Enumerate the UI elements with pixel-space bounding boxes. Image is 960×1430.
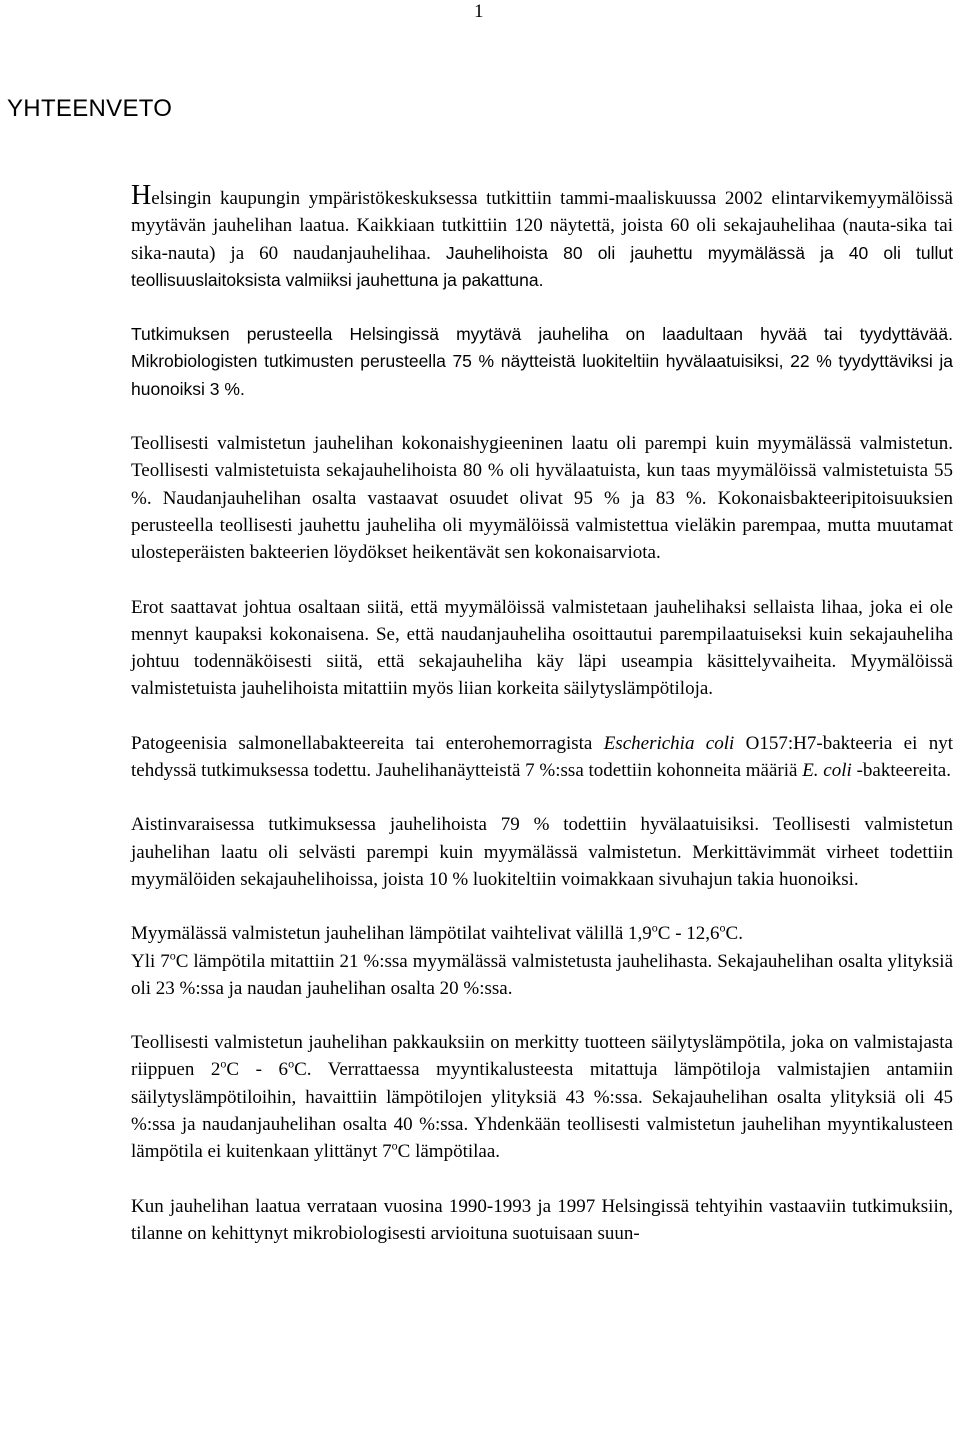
species-abbr-italic: E. coli xyxy=(802,760,852,782)
paragraph-differences: Erot saattavat johtua osaltaan siitä, että myymälöissä valmistetaan jauhelihaksi sellaista lihaa, joka ei ole mennyt kaupaksi kokonaisena. Se, että naudanjauheliha osoittautui parempilaatuiseksi kuin sekajauheliha johtuu todennäköisesti siitä, että sekajauheliha käy läpi useampia käsittelyvaiheita. Myymälöissä valmistetuista jauhelihoista mitattiin myös liian korkeita säilytyslämpötiloja. xyxy=(131,596,953,700)
paragraph-text: elsingin kaupungin ympäristökeskuksessa tutkittiin tammi-maaliskuussa 2002 elintarvikemyymälöissä myytävän jauhelihan laatua. Kaikkiaan tutkittiin 120 näytettä, joista 60 oli sekajauhelihaa (nauta-sika tai sika-nauta) ja 60 naudanjauhelihaa. xyxy=(131,188,953,264)
paragraph-text: Myymälässä valmistetun jauhelihan lämpötilat vaihtelivat välillä 1,9 xyxy=(131,923,652,945)
paragraph-text-sans: Jauhelihoista 80 oli jauhettu myymälässä ja 40 oli tullut teollisuuslaitoksista valmiiksi jauhettuna ja pakattuna. xyxy=(131,242,953,290)
paragraph-text: C - 6 xyxy=(226,1059,289,1081)
paragraph-text: C. Verrattaessa myyntikalusteesta mitattuja lämpötiloja valmistajien antamiin säilytyslämpötiloihin, havaittiin lämpötilojen ylityksiä 43 %:ssa. Sekajauhelihan osalta ylityksiä oli 45 %:ssa ja naudanjauhelihan osalta 40 %:ssa. Yhdenkään teollisesti valmistetun jauhelihan myyntikalusteen lämpötila ei kuitenkaan ylittänyt 7 xyxy=(131,1059,954,1163)
paragraph-text: -bakteereita. xyxy=(851,760,951,782)
species-name-italic: Escherichia coli xyxy=(603,732,735,754)
degree-superscript: o xyxy=(288,1057,295,1072)
paragraph-industrial-vs-store: Teollisesti valmistetun jauhelihan kokonaishygieeninen laatu oli parempi kuin myymälässä valmistetun. Teollisesti valmistetuista sekajauhelihoista 80 % oli hyvälaatuista, kun taas myymälöissä valmistetuista 55 %. Naudanjauhelihan osalta vastaavat osuudet olivat 95 % ja 83 %. Kokonaisbakteeripitoisuuksien perusteella teollisesti jauhettu jauheliha oli myymälöissä valmistettua vieläkin parempaa, mutta muutamat ulosteperäisten bakteerien löydökset heikentävät sen kokonaisarviota. xyxy=(131,433,953,564)
paragraph-store-temperatures xyxy=(131,920,953,1002)
paragraph-package-temperatures xyxy=(131,1029,953,1165)
paragraph-sensory: Aistinvaraisessa tutkimuksessa jauhelihoista 79 % todettiin hyvälaatuisiksi. Teollisesti valmistetun jauhelihan laatu oli selvästi parempi kuin myymälässä valmistetun. Merkittävimmät virheet todettiin myymälöiden sekajauhelihoissa, joista 10 % luokiteltiin voimakkaan sivuhajun takia huonoiksi. xyxy=(131,814,953,890)
paragraph-text: O157:H7-bakteeria ei nyt tehdyssä tutkimuksessa todettu. Jauhelihanäytteistä 7 %:ssa todettiin kohonneita määriä xyxy=(131,732,953,782)
paragraph-text: Yli 7 xyxy=(131,950,170,972)
paragraph-pathogens xyxy=(131,730,953,785)
page-number: 1 xyxy=(474,1,484,22)
paragraph-study-overview xyxy=(131,180,953,294)
paragraph-text: C. xyxy=(725,923,743,945)
paragraph-text: C lämpötila mitattiin 21 %:ssa myymälässä valmistetusta jauhelihasta. Sekajauhelihan osalta ylityksiä oli 23 %:ssa ja naudan jauhelihan osalta 20 %:ssa. xyxy=(131,950,954,999)
paragraph-text: Patogeenisia salmonellabakteereita tai enterohemorragista xyxy=(131,732,604,754)
paragraph-text: C - 12,6 xyxy=(657,923,720,945)
summary-body xyxy=(131,180,954,1247)
paragraph-text: C lämpötilaa. xyxy=(397,1141,501,1163)
degree-superscript: o xyxy=(651,920,658,935)
drop-initial: H xyxy=(131,180,152,211)
degree-superscript: o xyxy=(220,1057,227,1072)
degree-superscript: o xyxy=(719,920,726,935)
section-heading: YHTEENVETO xyxy=(7,95,173,122)
paragraph-text: Teollisesti valmistetun jauhelihan pakkauksiin on merkitty tuotteen säilytyslämpötila, joka on valmistajasta riippuen 2 xyxy=(131,1032,953,1081)
paragraph-comparison: Kun jauhelihan laatua verrataan vuosina 1990-1993 ja 1997 Helsingissä tehtyihin vastaaviin tutkimuksiin, tilanne on kehittynyt mikrobiologisesti arvioituna suotuisaan suun- xyxy=(131,1195,953,1244)
degree-superscript: o xyxy=(391,1138,398,1153)
degree-superscript: o xyxy=(169,948,176,963)
paragraph-quality-result xyxy=(131,321,953,403)
paragraph-text-sans: Tutkimuksen perusteella Helsingissä myytävä jauheliha on laadultaan hyvää tai tyydyttävää. Mikrobiologisten tutkimusten perusteella 75 % näytteistä luokiteltiin hyvälaatuisiksi, 22 % tyydyttäviksi ja huonoiksi 3 %. xyxy=(131,324,953,399)
